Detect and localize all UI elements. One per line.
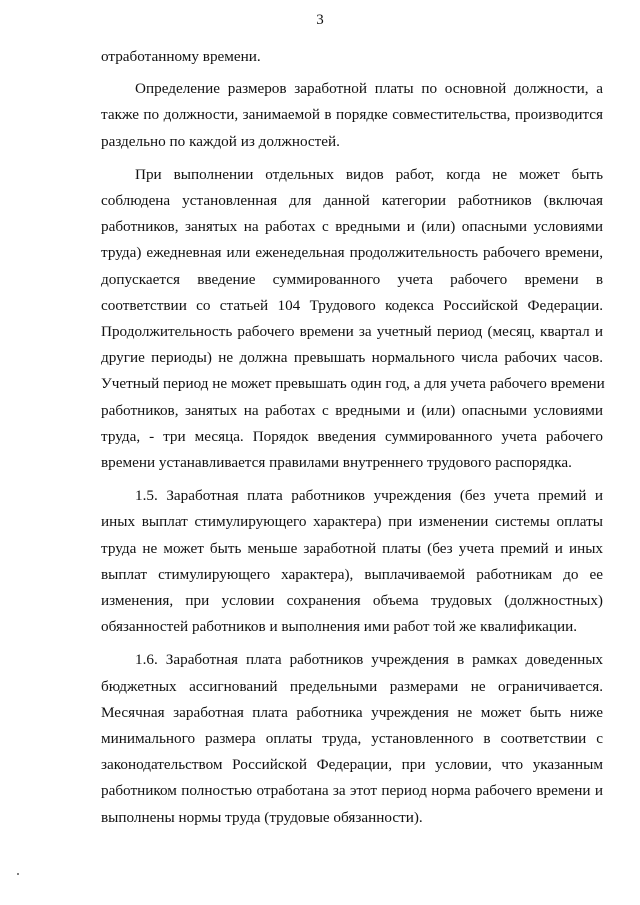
text-line: работников, занятых на работах с вредными и (или) опасными условиями (101, 218, 603, 236)
text-line: труда, - три месяца. Порядок введения суммированного учета рабочего (101, 427, 603, 445)
text-line: законодательством Российской Федерации, при условии, что указанным (101, 756, 603, 774)
text-line: отработанному времени. (101, 48, 261, 65)
text-line: обязанностей работников и выполнения ими работ той же квалификации. (101, 618, 578, 636)
text-line: допускается введение суммированного учета рабочего времени в (101, 270, 603, 288)
text-line: работников, занятых на работах с вредными и (или) опасными условиями (101, 401, 603, 419)
text-line: 1.5. Заработная плата работников учреждения (без учета премий и (135, 487, 603, 505)
text-line: Месячная заработная плата работника учреждения не может быть ниже (101, 703, 603, 721)
text-line: иных выплат стимулирующего характера) при изменении системы оплаты (101, 513, 603, 531)
text-line: выполнены нормы труда (трудовые обязанности). (101, 808, 423, 826)
text-line: также по должности, занимаемой в порядке совместительства, производится (101, 106, 603, 124)
text-line: минимального размера оплаты труда, установленного в соответствии с (101, 730, 603, 748)
text-line: 1.6. Заработная плата работников учреждения в рамках доведенных (135, 651, 603, 669)
paragraph (101, 647, 603, 830)
text-line: изменения, при условии сохранения объема трудовых (должностных) (101, 592, 603, 610)
text-line: труда не может быть меньше заработной платы (без учета премий и иных (101, 539, 603, 557)
text-line: раздельно по каждой из должностей. (101, 132, 340, 150)
scan-speck (17, 873, 19, 875)
text-line: соответствии со статьей 104 Трудового кодекса Российской Федерации. (101, 296, 603, 314)
paragraph (101, 76, 603, 155)
text-line: труда) ежедневная или еженедельная продолжительность рабочего времени, (101, 244, 603, 262)
text-line: Учетный период не может превышать один год, а для учета рабочего времени (101, 375, 605, 393)
paragraph (101, 44, 603, 70)
text-line: соблюдена установленная для данной категории работников (включая (101, 192, 603, 210)
page-number: 3 (316, 12, 324, 28)
paragraph (101, 162, 603, 476)
text-line: времени устанавливается правилами внутреннего трудового распорядка. (101, 454, 572, 472)
text-line: другие периоды) не должна превышать нормального числа рабочих часов. (101, 349, 603, 367)
text-line: работником полностью отработана за этот период норма рабочего времени и (101, 782, 603, 800)
text-line: выплат стимулирующего характера), выплачиваемой работникам до ее (101, 565, 603, 583)
text-line: бюджетных ассигнований предельными размерами не ограничивается. (101, 677, 603, 695)
document-body (101, 44, 603, 838)
text-line: Определение размеров заработной платы по основной должности, а (135, 80, 603, 98)
text-line: При выполнении отдельных видов работ, когда не может быть (135, 165, 603, 183)
text-line: Продолжительность рабочего времени за учетный период (месяц, квартал и (101, 323, 603, 341)
paragraph (101, 483, 603, 640)
